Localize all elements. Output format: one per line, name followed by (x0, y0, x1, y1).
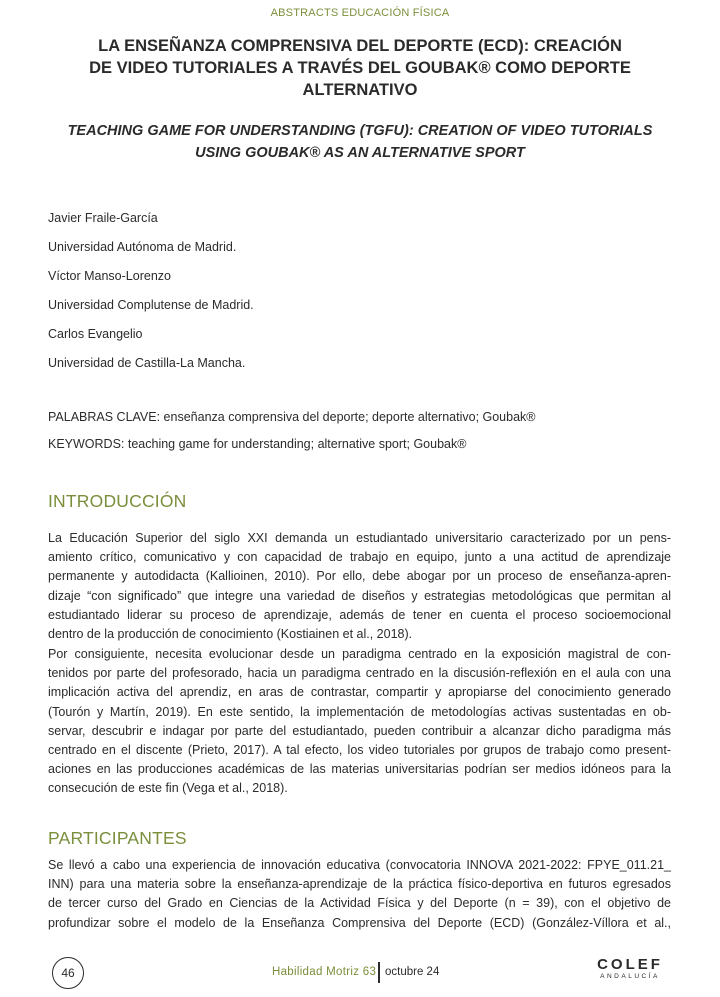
participants-paragraph-1 (48, 856, 671, 933)
keywords-english: KEYWORDS: teaching game for understanding; alternative sport; Goubak® (48, 437, 467, 451)
author-name: Javier Fraile-García (48, 211, 158, 225)
text-line: INN) para una materia sobre la enseñanza-aprendizaje de la práctica físico-deportiva en futuros egresados (48, 877, 671, 892)
logo-name: COLEF (597, 956, 663, 973)
text-line: centrado en el discente (Prieto, 2017). A tal efecto, los video tutoriales por grupos de trabajo como present- (48, 742, 671, 757)
journal-name: Habilidad Motriz 63 (272, 966, 377, 978)
text-line: amiento crítico, comunicativo y con capacidad de trabajo en equipo, junto a una actitud de aprendizaje (48, 550, 671, 565)
text-line: implicación activa del aprendiz, en aras de contrastar, compartir y apropiarse del conocimiento generado (48, 685, 671, 700)
section-title-participants: PARTICIPANTES (48, 828, 187, 848)
title-english-line: USING GOUBAK® AS AN ALTERNATIVE SPORT (195, 145, 525, 161)
text-line: consecución de este fin (Vega et al., 2018). (48, 781, 288, 796)
text-line: aciones en las producciones académicas de las materias universitarias podrían ser medios idóneos para la (48, 762, 671, 777)
text-line: permanente y autodidacta (Kallioinen, 2010). Por ello, debe abogar por un proceso de enseñanza-apren- (48, 569, 671, 584)
title-spanish-line: DE VIDEO TUTORIALES A TRAVÉS DEL GOUBAK® COMO DEPORTE (89, 59, 631, 77)
title-english (48, 120, 672, 164)
title-spanish (60, 35, 660, 101)
logo-subtitle: ANDALUCÍA (600, 973, 660, 980)
page-number: 46 (52, 957, 84, 989)
text-line: (Tourón y Martín, 2019). En este sentido, la implementación de metodologías activas sustentadas en ob- (48, 704, 671, 719)
text-line: dentro de la producción de conocimiento (Kostiainen et al., 2018). (48, 626, 413, 641)
title-spanish-line: ALTERNATIVO (302, 81, 418, 99)
text-line: dizaje “con significado” que integre una variedad de diseños y estrategias metodológicas que permitan al (48, 588, 671, 603)
author-name: Víctor Manso-Lorenzo (48, 269, 171, 283)
title-english-line: TEACHING GAME FOR UNDERSTANDING (TGFU): CREATION OF VIDEO TUTORIALS (67, 123, 653, 139)
text-line: profundizar sobre el modelo de la Enseñanza Comprensiva del Deporte (ECD) (González-Víllora et al., (48, 915, 671, 930)
author-list (48, 204, 254, 378)
author-affiliation: Universidad Autónoma de Madrid. (48, 240, 237, 254)
text-line: servar, descubrir e indagar por parte del estudiantado, pueden contribuir a alcanzar dicho paradigma más (48, 723, 671, 738)
text-line: La Educación Superior del siglo XXI demanda un estudiantado universitario caracterizado por un pens- (48, 531, 671, 545)
introduction-paragraph-1 (48, 529, 671, 644)
colef-logo (590, 957, 670, 981)
author-affiliation: Universidad Complutense de Madrid. (48, 298, 254, 312)
author-affiliation: Universidad de Castilla-La Mancha. (48, 356, 246, 370)
introduction-paragraph-2 (48, 645, 671, 799)
title-spanish-line: LA ENSEÑANZA COMPRENSIVA DEL DEPORTE (ECD): CREACIÓN (98, 37, 622, 55)
text-line: Por consiguiente, necesita evolucionar desde un paradigma centrado en la exposición magistral de con- (48, 647, 671, 661)
running-header: ABSTRACTS EDUCACIÓN FÍSICA (270, 7, 450, 19)
text-line: tenidos por parte del profesorado, hacia un paradigma centrado en la discusión-reflexión en el aula con una (48, 666, 671, 681)
author-name: Carlos Evangelio (48, 327, 143, 341)
text-line: estudiantado liderar su proceso de aprendizaje, además de tener en cuenta el proceso socioemocional (48, 607, 671, 622)
issue-date: octubre 24 (385, 966, 440, 978)
keywords-block (48, 404, 536, 458)
footer-divider (378, 962, 380, 983)
text-line: Se llevó a cabo una experiencia de innovación educativa (convocatoria INNOVA 2021-2022: FPYE_011.21_ (48, 858, 671, 872)
section-title-introduction: INTRODUCCIÓN (48, 491, 187, 511)
keywords-spanish: PALABRAS CLAVE: enseñanza comprensiva del deporte; deporte alternativo; Goubak® (48, 410, 536, 424)
text-line: de tercer curso del Grado en Ciencias de la Actividad Física y del Deporte (n = 39), con el objetivo de (48, 896, 671, 911)
